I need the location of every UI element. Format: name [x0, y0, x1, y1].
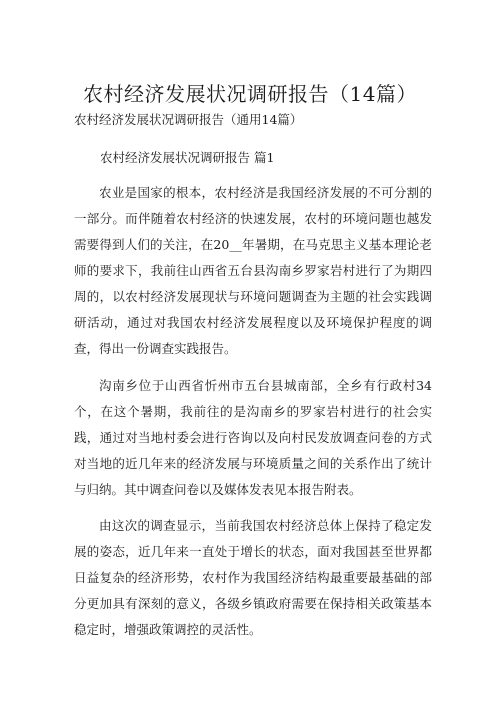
body-paragraph: 沟南乡位于山西省忻州市五台县城南部，全乡有行政村34个，在这个暑期，我前往的是沟南乡的罗家岩村进行的社会实践，通过对当地村委会进行咨询以及向村民发放调查问卷的方式对当地的近几年来的经济发展与环境质量之间的关系作出了统计与归纳。其中调查问卷以及媒体发表见本报告附表。: [74, 378, 432, 497]
document-title: 农村经济发展状况调研报告（14篇）: [83, 82, 417, 106]
section-heading: 农村经济发展状况调研报告 篇1: [100, 150, 275, 165]
document-subtitle: 农村经济发展状况调研报告（通用14篇）: [74, 112, 303, 127]
body-paragraph: 农业是国家的根本，农村经济是我国经济发展的不可分割的一部分。而伴随着农村经济的快速发展，农村的环境问题也越发需要得到人们的关注，在20__年暑期，在马克思主义基本理论老师的要求下，我前往山西省五台县沟南乡罗家岩村进行了为期四周的，以农村经济发展现状与环境问题调查为主题的社会实践调研活动，通过对我国农村经济发展程度以及环境保护程度的调查，得出一份调查实践报告。: [74, 185, 432, 356]
body-paragraph: 由这次的调查显示，当前我国农村经济总体上保持了稳定发展的姿态，近几年来一直处于增长的状态，面对我国甚至世界都日益复杂的经济形势，农村作为我国经济结构最重要最基础的部分更加具有深刻的意义，各级乡镇政府需要在保持相关政策基本稳定时，增强政策调控的灵活性。: [74, 518, 432, 637]
